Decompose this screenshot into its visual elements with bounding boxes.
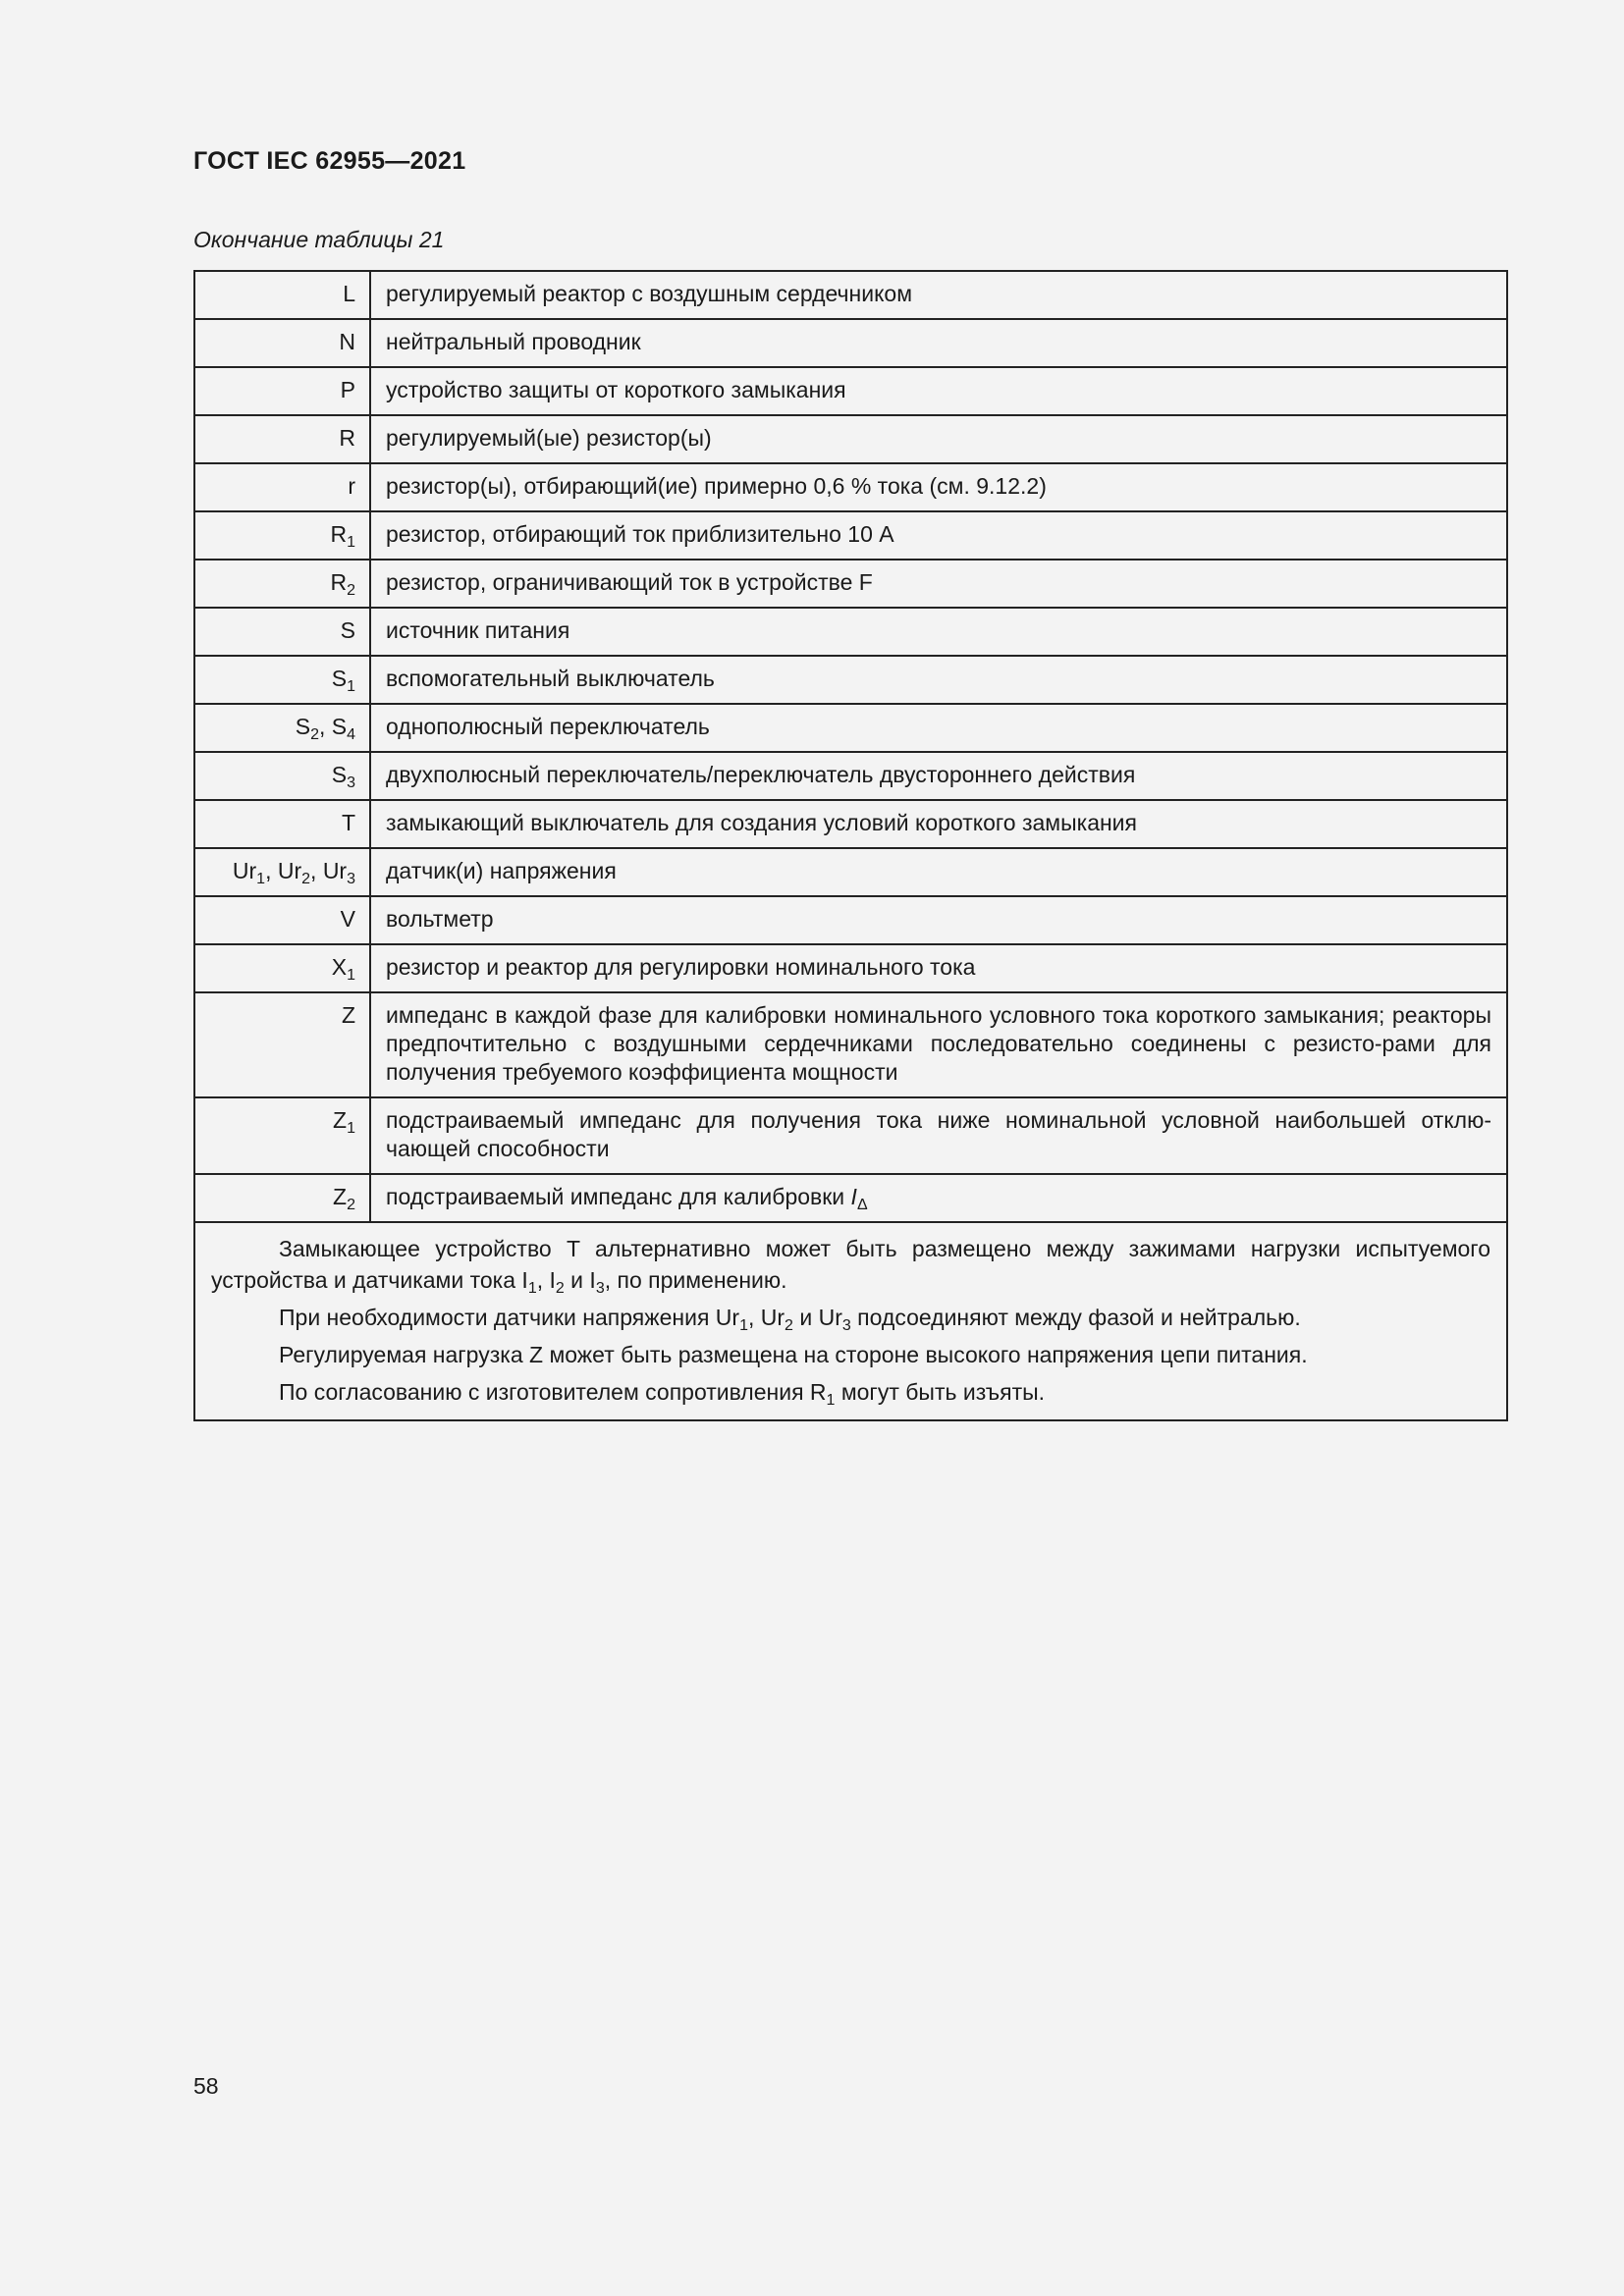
symbol-base: R	[330, 569, 348, 595]
variable-subscript: Δ	[856, 1197, 868, 1213]
table-row	[194, 367, 1507, 415]
symbol-separator: ,	[318, 714, 332, 739]
description-cell: устройство защиты от короткого замыкания	[370, 367, 1507, 415]
symbol-cell	[194, 704, 370, 752]
description-cell: регулируемый(ые) резистор(ы)	[370, 415, 1507, 463]
symbol-base: Z	[333, 1107, 348, 1133]
description-cell: однополюсный переключатель	[370, 704, 1507, 752]
description-cell: резистор и реактор для регулировки номинального тока	[370, 944, 1507, 992]
note-text: и I	[564, 1267, 596, 1293]
table-row	[194, 511, 1507, 560]
description-cell: вспомогательный выключатель	[370, 656, 1507, 704]
note-paragraph	[211, 1376, 1490, 1408]
table-row	[194, 1174, 1507, 1222]
table-row	[194, 608, 1507, 656]
description-cell: вольтметр	[370, 896, 1507, 944]
table-row	[194, 656, 1507, 704]
table-row	[194, 1097, 1507, 1174]
symbol-separator: ,	[310, 858, 323, 883]
symbol-subscript: 2	[301, 871, 311, 887]
symbol-subscript: 2	[347, 1197, 355, 1213]
note-subscript: 2	[785, 1317, 793, 1334]
symbol-base: Z	[333, 1184, 348, 1209]
description-cell: резистор, отбирающий ток приблизительно 10 А	[370, 511, 1507, 560]
symbol-subscript: 1	[256, 871, 266, 887]
note-text: Регулируемая нагрузка Z может быть размещена на стороне высокого напряжения цепи питания.	[279, 1342, 1308, 1367]
symbol-subscript: 1	[347, 1120, 355, 1137]
note-text: и Ur	[792, 1305, 842, 1330]
symbol-cell	[194, 560, 370, 608]
note-subscript: 3	[841, 1317, 851, 1334]
description-cell: импеданс в каждой фазе для калибровки номинального условного тока короткого замыкания; реакторы предпочтительно с воздушными сердечниками последовательно соединены с резисто-рами для получения требуемого коэффициента мощности	[370, 992, 1507, 1097]
table-row	[194, 992, 1507, 1097]
description-cell: источник питания	[370, 608, 1507, 656]
symbol-cell	[194, 656, 370, 704]
symbol-subscript: 1	[347, 678, 355, 695]
table-caption: Окончание таблицы 21	[193, 227, 445, 252]
note-text: Замыкающее устройство T альтернативно может быть размещено между зажимами нагрузки испытуемого устройства и датчиками тока I	[211, 1236, 1490, 1293]
standard-header: ГОСТ IEC 62955—2021	[193, 147, 466, 175]
description-cell: датчик(и) напряжения	[370, 848, 1507, 896]
symbol-cell: P	[194, 367, 370, 415]
table-row	[194, 848, 1507, 896]
symbol-subscript: 2	[310, 726, 319, 743]
note-subscript: 2	[555, 1280, 565, 1297]
symbol-subscript: 2	[347, 582, 355, 599]
note-paragraph	[211, 1339, 1490, 1370]
symbol-subscript: 3	[347, 774, 355, 791]
note-text: По согласованию с изготовителем сопротивления R	[279, 1379, 827, 1405]
symbol-base: S	[331, 714, 348, 739]
symbol-base: Ur	[232, 858, 257, 883]
symbol-base: X	[331, 954, 348, 980]
symbol-base: S	[295, 714, 311, 739]
note-subscript: 1	[826, 1392, 836, 1409]
symbol-cell	[194, 752, 370, 800]
description-cell: резистор(ы), отбирающий(ие) примерно 0,6 % тока (см. 9.12.2)	[370, 463, 1507, 511]
table-row	[194, 319, 1507, 367]
note-text: При необходимости датчики напряжения Ur	[279, 1305, 740, 1330]
table-row	[194, 944, 1507, 992]
table-row	[194, 896, 1507, 944]
table-row	[194, 271, 1507, 319]
description-cell: подстраиваемый импеданс для получения тока ниже номинальной условной наибольшей отклю-чающей способности	[370, 1097, 1507, 1174]
note-paragraph	[211, 1302, 1490, 1333]
symbol-subscript: 1	[347, 534, 355, 551]
description-cell	[370, 1174, 1507, 1222]
note-text: могут быть изъяты.	[835, 1379, 1046, 1405]
description-text: подстраиваемый импеданс для калибровки	[386, 1184, 851, 1209]
symbol-base: R	[330, 521, 348, 547]
table-row	[194, 560, 1507, 608]
symbol-cell: r	[194, 463, 370, 511]
page-number: 58	[193, 2073, 219, 2099]
symbol-cell: S	[194, 608, 370, 656]
symbol-base: S	[331, 666, 348, 691]
symbol-cell: T	[194, 800, 370, 848]
note-text: подсоединяют между фазой и нейтралью.	[850, 1305, 1301, 1330]
symbol-cell	[194, 1174, 370, 1222]
table-row	[194, 752, 1507, 800]
symbol-cell: N	[194, 319, 370, 367]
notes-cell	[194, 1222, 1507, 1420]
table-row	[194, 415, 1507, 463]
symbol-subscript: 4	[347, 726, 355, 743]
note-text: , по применению.	[604, 1267, 787, 1293]
symbol-cell: Z	[194, 992, 370, 1097]
table-row	[194, 800, 1507, 848]
note-paragraph	[211, 1233, 1490, 1296]
symbol-cell: L	[194, 271, 370, 319]
symbol-subscript: 1	[347, 967, 355, 984]
description-cell: замыкающий выключатель для создания условий короткого замыкания	[370, 800, 1507, 848]
symbol-base: S	[331, 762, 348, 787]
symbol-cell: V	[194, 896, 370, 944]
symbol-cell	[194, 511, 370, 560]
designation-table	[193, 270, 1508, 1421]
table-row	[194, 704, 1507, 752]
description-cell: двухполюсный переключатель/переключатель двустороннего действия	[370, 752, 1507, 800]
description-cell: нейтральный проводник	[370, 319, 1507, 367]
symbol-cell	[194, 1097, 370, 1174]
current-variable: I	[850, 1184, 857, 1209]
symbol-base: Ur	[322, 858, 348, 883]
table-row	[194, 463, 1507, 511]
symbol-separator: ,	[265, 858, 278, 883]
symbol-cell	[194, 848, 370, 896]
note-text: , Ur	[747, 1305, 785, 1330]
note-subscript: 3	[595, 1280, 605, 1297]
note-subscript: 1	[527, 1280, 537, 1297]
description-cell: резистор, ограничивающий ток в устройстве F	[370, 560, 1507, 608]
description-cell: регулируемый реактор с воздушным сердечником	[370, 271, 1507, 319]
symbol-cell	[194, 944, 370, 992]
note-text: , I	[536, 1267, 556, 1293]
symbol-cell: R	[194, 415, 370, 463]
note-subscript: 1	[739, 1317, 748, 1334]
symbol-base: Ur	[277, 858, 302, 883]
symbol-subscript: 3	[347, 871, 355, 887]
notes-row	[194, 1222, 1507, 1420]
